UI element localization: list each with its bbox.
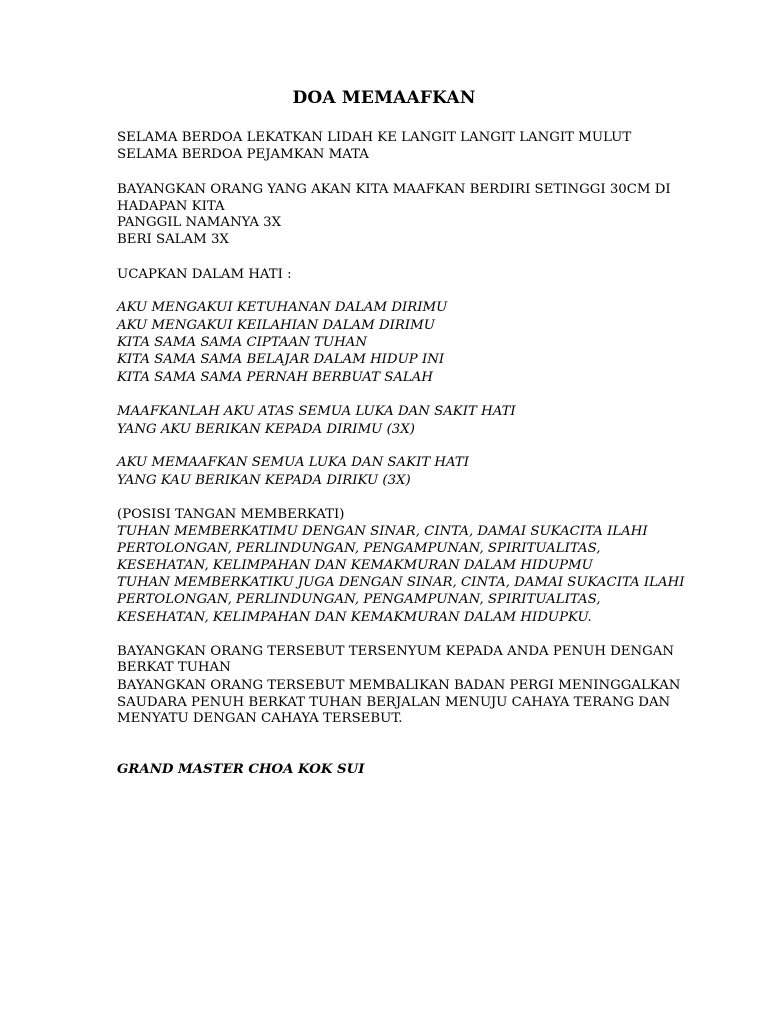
blessing-heading: (POSISI TANGAN MEMBERKATI) (117, 507, 345, 522)
closing-line: BAYANGKAN ORANG TERSEBUT MEMBALIKAN BADAN PERGI MENINGGALKAN (117, 678, 681, 693)
instruction-line: SELAMA BERDOA LEKATKAN LIDAH KE LANGIT LANGIT LANGIT MULUT (117, 130, 632, 145)
ask-forgiveness-line: YANG AKU BERIKAN KEPADA DIRIMU (3X) (117, 422, 415, 437)
acknowledgement-line: KITA SAMA SAMA BELAJAR DALAM HIDUP INI (117, 352, 445, 367)
visualize-line: BAYANGKAN ORANG YANG AKAN KITA MAAFKAN BERDIRI SETINGGI 30CM DI (117, 182, 671, 197)
blessing-line: KESEHATAN, KELIMPAHAN DAN KEMAKMURAN DALAM HIDUPKU. (117, 610, 592, 625)
blessing-line: KESEHATAN, KELIMPAHAN DAN KEMAKMURAN DALAM HIDUPMU (117, 558, 593, 573)
closing-line: MENYATU DENGAN CAHAYA TERSEBUT. (117, 711, 403, 726)
blessing-line: PERTOLONGAN, PERLINDUNGAN, PENGAMPUNAN, SPIRITUALITAS, (117, 541, 601, 556)
visualize-line: PANGGIL NAMANYA 3X (117, 215, 282, 230)
ask-forgiveness-line: MAAFKANLAH AKU ATAS SEMUA LUKA DAN SAKIT HATI (117, 404, 516, 419)
give-forgiveness-line: AKU MEMAAFKAN SEMUA LUKA DAN SAKIT HATI (117, 455, 470, 470)
closing-line: BAYANGKAN ORANG TERSEBUT TERSENYUM KEPADA ANDA PENUH DENGAN (117, 644, 675, 659)
acknowledgement-line: AKU MENGAKUI KEILAHIAN DALAM DIRIMU (117, 318, 435, 333)
page-title: DOA MEMAAFKAN (292, 88, 476, 108)
visualize-line: HADAPAN KITA (117, 199, 225, 214)
closing-line: SAUDARA PENUH BERKAT TUHAN BERJALAN MENUJU CAHAYA TERANG DAN (117, 695, 671, 710)
instruction-line: SELAMA BERDOA PEJAMKAN MATA (117, 147, 369, 162)
say-in-heart-heading: UCAPKAN DALAM HATI : (117, 267, 292, 282)
blessing-line: TUHAN MEMBERKATIMU DENGAN SINAR, CINTA, DAMAI SUKACITA ILAHI (117, 524, 648, 539)
blessing-line: PERTOLONGAN, PERLINDUNGAN, PENGAMPUNAN, SPIRITUALITAS, (117, 592, 601, 607)
author-signature: GRAND MASTER CHOA KOK SUI (117, 762, 365, 777)
acknowledgement-line: KITA SAMA SAMA CIPTAAN TUHAN (117, 335, 367, 350)
closing-line: BERKAT TUHAN (117, 660, 231, 675)
acknowledgement-line: KITA SAMA SAMA PERNAH BERBUAT SALAH (117, 370, 433, 385)
give-forgiveness-line: YANG KAU BERIKAN KEPADA DIRIKU (3X) (117, 473, 411, 488)
acknowledgement-line: AKU MENGAKUI KETUHANAN DALAM DIRIMU (117, 300, 448, 315)
blessing-line: TUHAN MEMBERKATIKU JUGA DENGAN SINAR, CINTA, DAMAI SUKACITA ILAHI (117, 575, 685, 590)
visualize-line: BERI SALAM 3X (117, 232, 229, 247)
